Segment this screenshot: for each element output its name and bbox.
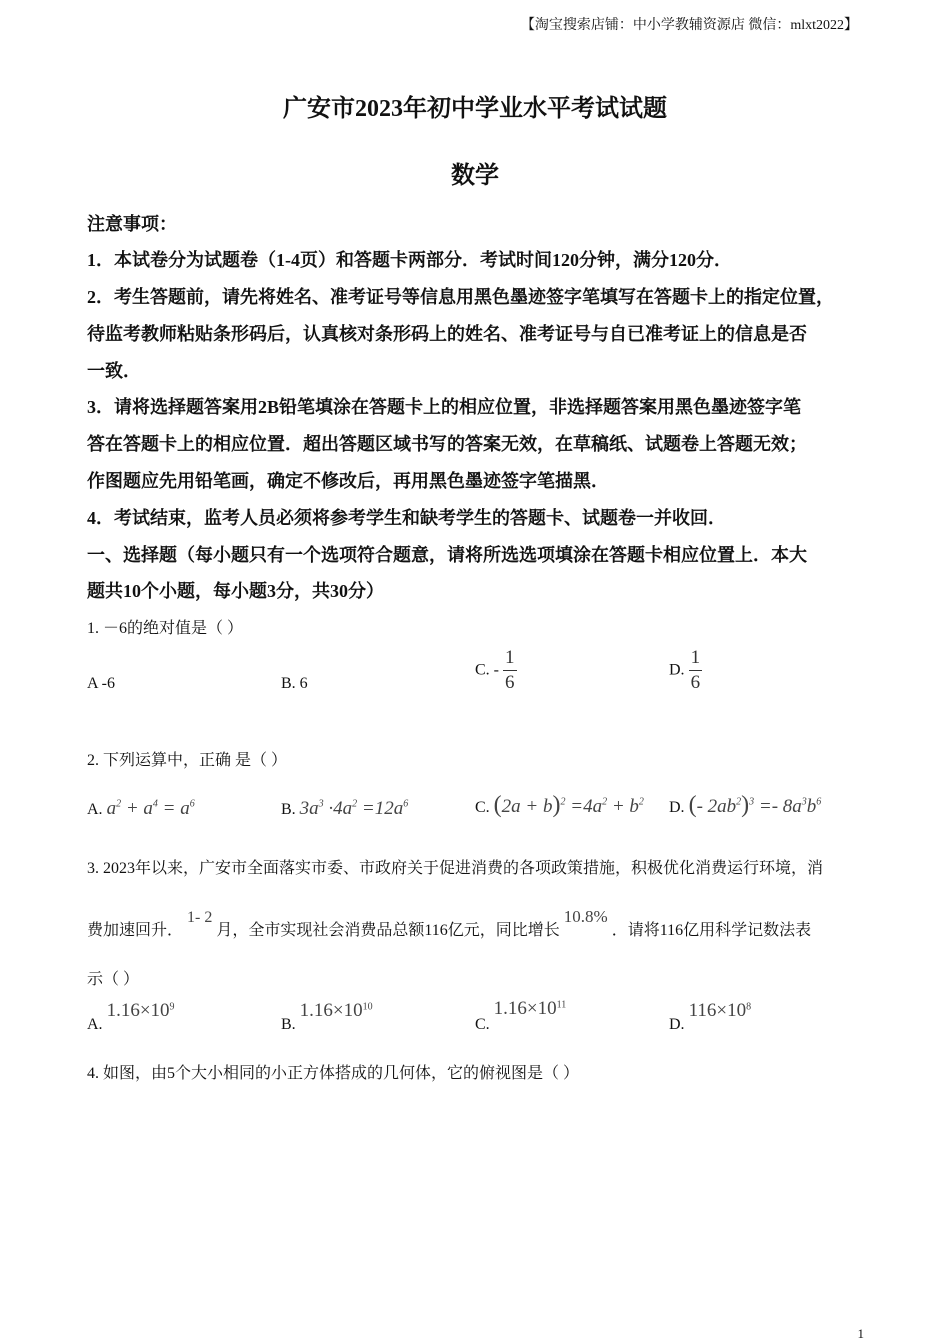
q1-option-a: A -6 [87,675,115,692]
page-number: 1 [857,1326,864,1341]
q2-option-b-formula: $3a^3 \cdot 4a^2 =12a^6$ [299,798,409,819]
exponent: 10 [362,1001,373,1013]
option-label: D. [669,799,685,816]
section-heading: 一、选择题（每小题只有一个选项符合题意，请将所选选项填涂在答题卡相应位置上．本大 [87,545,807,565]
q1-option-d [669,646,702,695]
q3-line-1: 3. 2023年以来，广安市全面落实市委、市政府关于促进消费的各项政策措施，积极优化消费运行环境，消 [87,860,824,877]
q1-option-d-label: D. [669,661,685,679]
q2-option-d [669,792,821,819]
q3-months: 1- 2 [187,909,213,926]
q2-option-b [281,798,408,820]
q3-option-c-value: 1.16×10 [493,998,557,1019]
q3-growth-rate: 10.8% [563,907,608,926]
fraction-numerator: 1 [503,646,517,671]
exam-subject: 数学 [451,163,499,189]
q1-option-c-label: C. - [475,661,499,679]
q2-option-c [475,792,644,819]
q3-option-c [475,998,567,1033]
q2-option-a [87,798,195,820]
notice-line: 2．考生答题前，请先将姓名、准考证号等信息用黑色墨迹签字笔填写在答题卡上的指定位置， [87,287,834,307]
notice-line: 作图题应先用铅笔画，确定不修改后，再用黑色墨迹签字笔描黑． [87,471,609,491]
q3-option-a-value: 1.16×10 [106,1000,170,1021]
q3-option-a [87,1000,175,1033]
notice-line: 1．本试卷分为试题卷（1-4页）和答题卡两部分．考试时间120分钟，满分120分． [87,250,732,270]
exponent: 9 [169,1001,175,1013]
q3-text-b: 月，全市实现社会消费品总额116亿元，同比增长 [216,922,560,939]
section-heading-cont: 题共10个小题，每小题3分，共30分） [87,581,384,601]
q1-option-c-fraction [503,646,517,695]
q3-line-3: 示（ ） [87,971,140,988]
notice-line: 一致． [87,361,141,381]
q1-option-c [475,646,517,695]
option-label: A. [87,801,103,818]
option-label: C. [475,799,490,816]
q3-option-b-value: 1.16×10 [299,1000,363,1021]
exam-title: 广安市2023年初中学业水平考试试题 [283,96,667,122]
q2-stem: 2. 下列运算中，正确 是（ ） [87,752,288,769]
q4-stem: 4. 如图，由5个大小相同的小正方体搭成的几何体，它的俯视图是（ ） [87,1065,580,1082]
fraction-denominator: 6 [505,672,515,693]
notice-line: 答在答题卡上的相应位置．超出答题区域书写的答案无效，在草稿纸、试题卷上答题无效； [87,434,807,454]
option-label: B. [281,1016,296,1033]
fraction-denominator: 6 [690,672,701,693]
notice-heading: 注意事项： [87,214,177,234]
exponent: 8 [746,1001,752,1013]
q2-option-d-formula: (- $2ab^2)^3 =- 8a^3b^6$ [688,792,822,818]
q3-text-a: 费加速回升． [87,922,184,939]
fraction-numerator: 1 [689,646,703,671]
q1-option-b: B. 6 [281,675,308,692]
notice-line: 3．请将选择题答案用2B铅笔填涂在答题卡上的相应位置，非选择题答案用黑色墨迹签字笔 [87,397,802,417]
option-label: C. [475,1016,490,1033]
option-label: A. [87,1016,103,1033]
notice-line: 待监考教师粘贴条形码后，认真核对条形码上的姓名、准考证号与自已准考证上的信息是否 [87,324,807,344]
q3-option-d [669,1000,752,1033]
q3-text-c: ．请将116亿用科学记数法表 [611,922,812,939]
q1-option-d-fraction [689,646,703,695]
q3-line-2 [87,907,812,940]
q3-option-d-value: 116×10 [688,1000,747,1021]
q2-option-c-formula: $(2a + b)^2 =4a^2 + b^2$ [493,792,644,818]
notice-line: 4．考试结束，监考人员必须将参考学生和缺考学生的答题卡、试题卷一并收回． [87,508,726,528]
exponent: 11 [556,999,567,1011]
q2-option-a-formula: $a^2 + a^4 = a^6$ [106,798,195,819]
q1-stem: 1. －6的绝对值是（ ） [87,620,244,637]
header-note: 【淘宝搜索店铺：中小学教辅资源店 微信：mlxt2022】 [520,18,858,33]
option-label: B. [281,801,296,818]
q3-option-b [281,1000,373,1033]
option-label: D. [669,1016,685,1033]
